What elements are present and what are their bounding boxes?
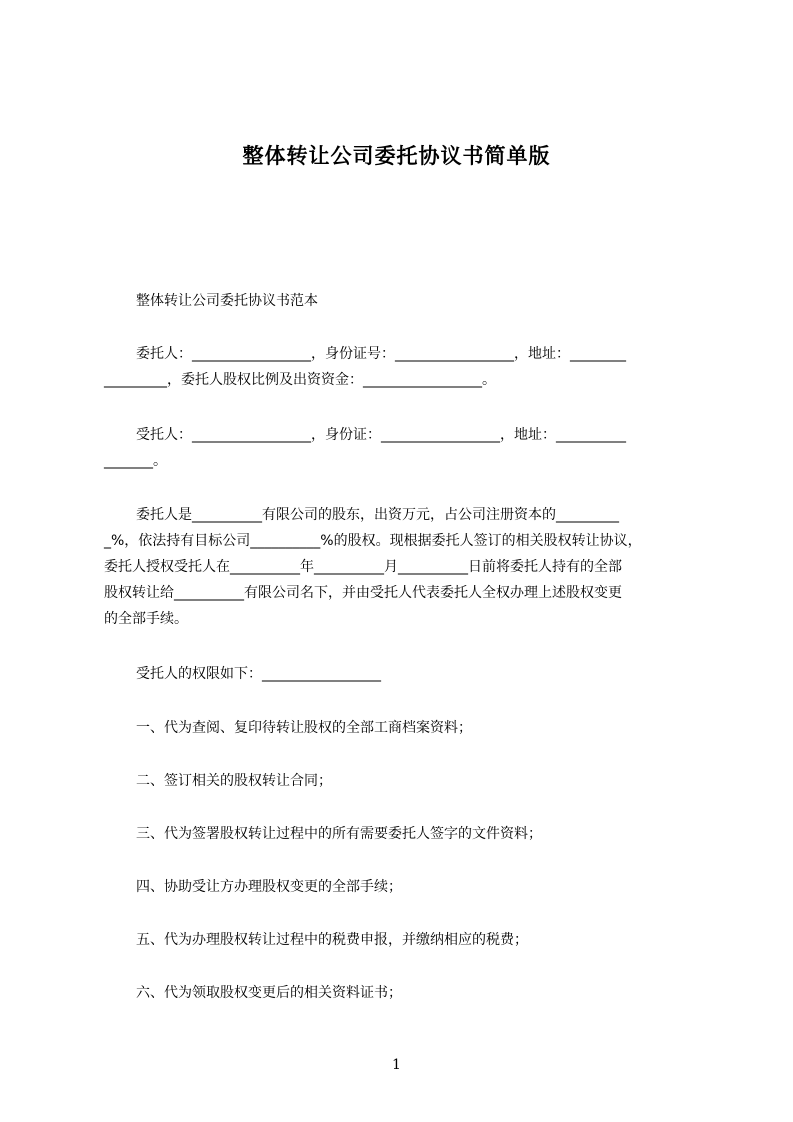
body-line-4: 股权转让给__________有限公司名下，并由受托人代表委托人全权办理上述股权变更 — [104, 585, 622, 601]
agent-line-2: _______。 — [104, 453, 167, 469]
principal-line-2: _________，委托人股权比例及出资资金：_________________。 — [104, 372, 496, 388]
body-line-3: 委托人授权受托人在__________年__________月__________日前将委托人持有的全部 — [104, 559, 622, 575]
power-item-6: 六、代为领取股权变更后的相关资料证书； — [136, 985, 402, 1001]
power-item-1: 一、代为查阅、复印待转让股权的全部工商档案资料； — [136, 720, 472, 736]
body-line-5: 的全部手续。 — [104, 611, 188, 627]
page-number: 1 — [392, 1057, 401, 1073]
power-item-3: 三、代为签署股权转让过程中的所有需要委托人签字的文件资料； — [136, 826, 542, 842]
power-item-5: 五、代为办理股权转让过程中的税费申报，并缴纳相应的税费； — [136, 932, 528, 948]
power-item-4: 四、协助受让方办理股权变更的全部手续； — [136, 879, 402, 895]
powers-heading: 受托人的权限如下：_________________ — [136, 666, 381, 682]
document-title: 整体转让公司委托协议书简单版 — [242, 144, 551, 168]
body-line-1: 委托人是__________有限公司的股东，出资万元，占公司注册资本的_________ — [136, 507, 619, 523]
power-item-2: 二、签订相关的股权转让合同； — [136, 773, 332, 789]
document-subtitle: 整体转让公司委托协议书范本 — [136, 293, 318, 309]
body-line-2: _%，依法持有目标公司__________%的股权。现根据委托人签订的相关股权转让协议， — [104, 533, 642, 549]
principal-line-1: 委托人：_________________，身份证号：_________________，地址：________ — [136, 346, 626, 362]
agent-line-1: 受托人：_________________，身份证：_________________，地址：__________ — [136, 427, 626, 443]
